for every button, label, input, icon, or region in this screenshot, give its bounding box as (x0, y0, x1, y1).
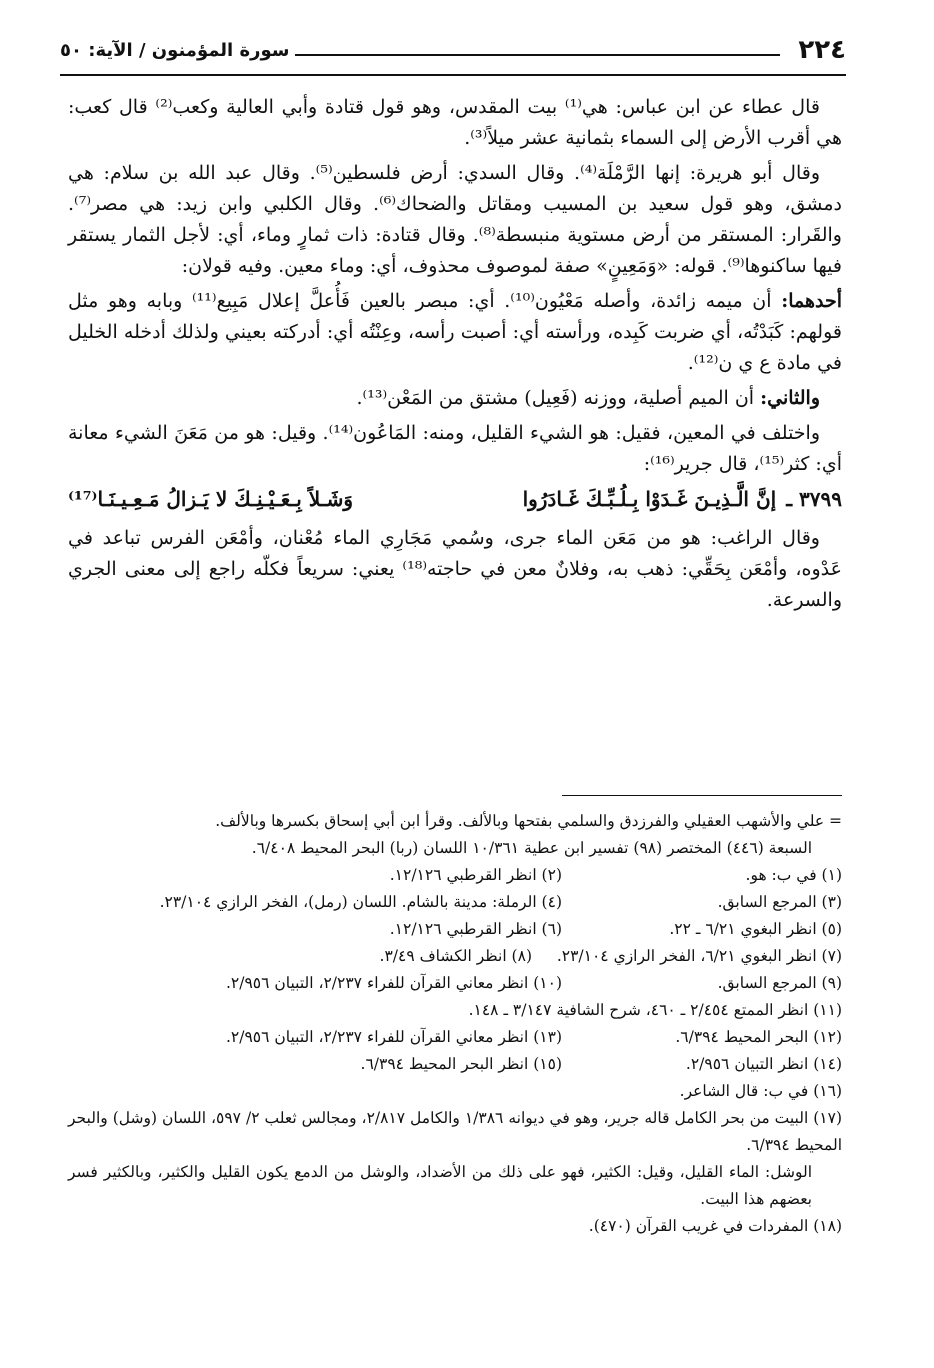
footnote-row (68, 916, 842, 943)
paragraph-4-text: أن الميم أصلية، ووزنه (فَعِيل) مشتق من المَعْن⁽¹³⁾. (356, 387, 761, 409)
paragraph-3-text: أن ميمه زائدة، وأصله مَعْيُون⁽¹⁰⁾. أي: مبصر بالعين فَأُعلَّ إعلال مَبِيع⁽¹¹⁾ وبابه وهو مثل قولهم: كَبَدْتُه، أي ضربت كَبِده، ورأسته أي: أصبت رأسه، وعِنْتُه أي: أدركته بعيني ولذلك أدخله الخليل في مادة ع ي ن⁽¹²⁾. (68, 290, 842, 374)
paragraph-5: واختلف في المعين، فقيل: هو الشيء القليل، ومنه: المَاعُون⁽¹⁴⁾. وقيل: هو من مَعَنَ الشيء معانة أي: كثر⁽¹⁵⁾، قال جرير⁽¹⁶⁾: (68, 422, 842, 475)
verse-second-hemistich: وَشَـلاً بِـعَـيْـنِـكَ لا يَـزالُ مَـعِـيـنَـا⁽¹⁷⁾ (67, 487, 353, 511)
footnote-continuation-2: السبعة (٤٤٦) المختصر (٩٨) تفسير ابن عطية ١٠/٣٦١ اللسان (ربا) البحر المحيط ٦/٤٠٨. (251, 839, 812, 857)
footnote-15: (١٥) انظر البحر المحيط ٦/٣٩٤. (360, 1055, 562, 1073)
paragraph-3-lead: أحدهما: (781, 290, 843, 312)
header-divider (60, 74, 846, 76)
footnote-17: (١٧) البيت من بحر الكامل قاله جرير، وهو في ديوانه ١/٣٨٦ والكامل ٢/٨١٧، ومجالس ثعلب ٢/ ٥٩٧، اللسان (وشل) والبحر المحيط ٦/٣٩٤. (68, 1109, 842, 1154)
paragraph-4-lead: والثاني: (760, 387, 820, 409)
footnote-row (68, 1024, 842, 1051)
footnote-17-note: الوشل: الماء القليل، وقيل: الكثير، فهو على ذلك من الأضداد، والوشل من الدمع يكون القليل والكثير، وبالكثير فسر بعضهم هذا البيت. (68, 1163, 812, 1208)
page-number: ٢٢٤ (798, 35, 846, 65)
footnote-18: (١٨) المفردات في غريب القرآن (٤٧٠). (588, 1217, 842, 1235)
verse-first-hemistich: إنَّ الَّـذِيـنَ غَـدَوْا بِـلُـبِّـكَ غَـادَرُوا (522, 487, 777, 511)
running-title: سورة المؤمنون / الآية: ٥٠ (60, 39, 290, 61)
footnote-16: (١٦) في ب: قال الشاعر. (679, 1082, 842, 1100)
footnote-row (68, 943, 842, 970)
paragraph-3 (68, 286, 842, 379)
footnote-6: (٦) انظر القرطبي ١٢/١٢٦. (389, 920, 562, 938)
footnote-12: (١٢) البحر المحيط ٦/٣٩٤. (675, 1028, 842, 1046)
paragraph-6: وقال الراغب: هو من مَعَن الماء جرى، وسُمي مَجَارِي الماء مُعْنان، وأمْعَن الفرس تباعد في عَدْوه، وأمْعَن بِحَقِّي: ذهب به، وفلانٌ معن في حاجته⁽¹⁸⁾ يعني: سريعاً فكلّه راجع إلى معنى الجري والسرعة. (68, 527, 842, 611)
footnote-2: (٢) انظر القرطبي ١٢/١٢٦. (389, 866, 562, 884)
footnote-14: (١٤) انظر التبيان ٢/٩٥٦. (685, 1055, 842, 1073)
footnotes (68, 808, 842, 1240)
poetry-verse (68, 484, 842, 515)
paragraph-2: وقال أبو هريرة: إنها الرَّمْلَة⁽⁴⁾. وقال السدي: أرض فلسطين⁽⁵⁾. وقال عبد الله بن سلام: هي دمشق، وهو قول سعيد بن المسيب ومقاتل والضحاك⁽⁶⁾. وقال الكلبي وابن زيد: هي مصر⁽⁷⁾. والقَرار: المستقر من أرض مستوية منبسطة⁽⁸⁾. وقال قتادة: ذات ثمارٍ وماء، أي: لأجل الثمار يستقر فيها ساكنوها⁽⁹⁾. قوله: «وَمَعِينٍ» صفة لموصوف محذوف، أي: وماء معين. وفيه قولان: (68, 162, 842, 277)
footnote-5: (٥) انظر البغوي ٦/٢١ ـ ٢٢. (669, 920, 842, 938)
footnote-9: (٩) المرجع السابق. (717, 974, 842, 992)
main-text (68, 92, 842, 620)
verse-number: ٣٧٩٩ ـ (786, 487, 842, 511)
header-rule (295, 54, 780, 56)
footnote-10: (١٠) انظر معاني القرآن للفراء ٢/٢٣٧، التبيان ٢/٩٥٦. (225, 974, 562, 992)
footnote-row (68, 970, 842, 997)
footnote-7: (٧) انظر البغوي ٦/٢١، الفخر الرازي ٢٣/١٠٤. (556, 947, 842, 965)
footnote-1: (١) في ب: هو. (745, 866, 842, 884)
paragraph-1: قال عطاء عن ابن عباس: هي⁽¹⁾ بيت المقدس، وهو قول قتادة وأبي العالية وكعب⁽²⁾ قال كعب: هي أقرب الأرض إلى السماء بثمانية عشر ميلاً⁽³⁾. (68, 96, 842, 149)
footnote-row (68, 889, 842, 916)
footnote-11: (١١) انظر الممتع ٢/٤٥٤ ـ ٤٦٠، شرح الشافية ٣/١٤٧ ـ ١٤٨. (468, 1001, 842, 1019)
footnote-13: (١٣) انظر معاني القرآن للفراء ٢/٢٣٧، التبيان ٢/٩٥٦. (225, 1028, 562, 1046)
footnote-row (68, 1051, 842, 1078)
footnote-continuation-1: = علي والأشهب العقيلي والفرزدق والسلمي بفتحها وبالألف. وقرأ ابن أبي إسحاق بكسرها وبالألف. (215, 812, 842, 830)
paragraph-4 (68, 383, 842, 414)
footnote-4: (٤) الرملة: مدينة بالشام. اللسان (رمل)، الفخر الرازي ٢٣/١٠٤. (159, 893, 562, 911)
footnote-8: (٨) انظر الكشاف ٣/٤٩. (379, 947, 532, 965)
footnote-3: (٣) المرجع السابق. (717, 893, 842, 911)
footnote-row (68, 862, 842, 889)
page-header (60, 30, 846, 70)
footnote-divider (562, 795, 842, 796)
